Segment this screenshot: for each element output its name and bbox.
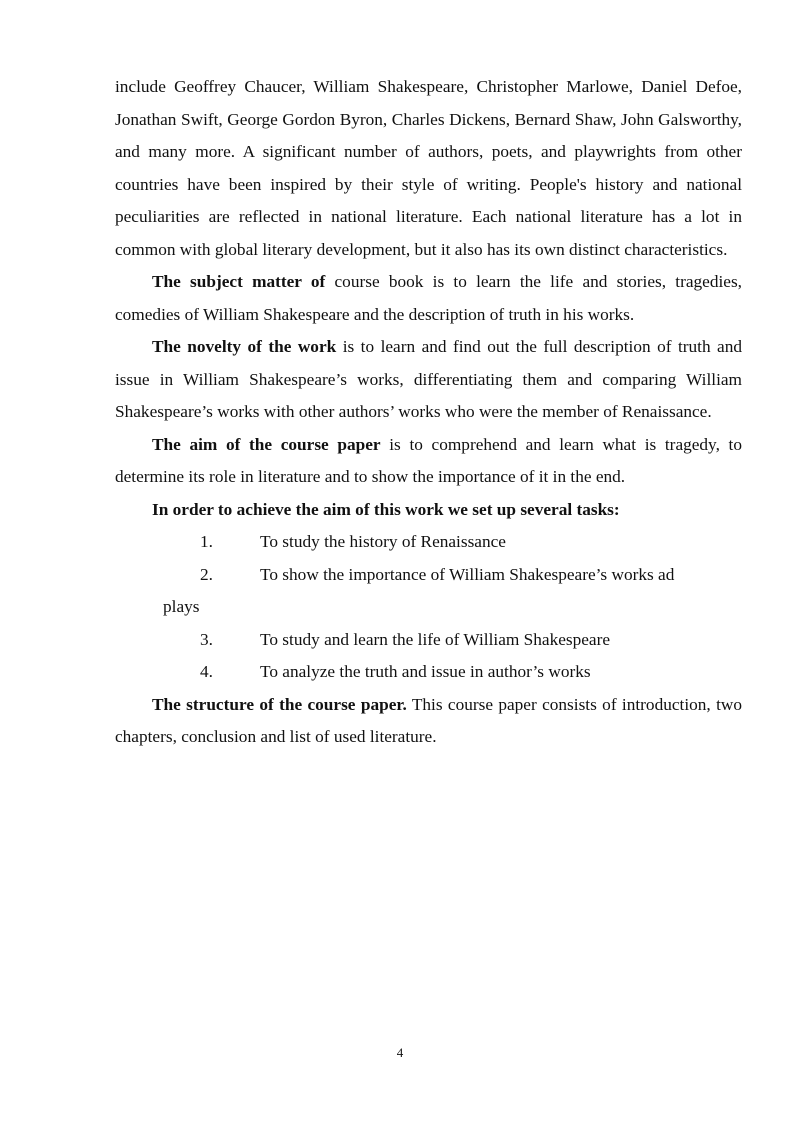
structure-paragraph — [115, 689, 742, 754]
intro-paragraph: include Geoffrey Chaucer, William Shakespeare, Christopher Marlowe, Daniel Defoe, Jonathan Swift, George Gordon Byron, Charles Dickens, Bernard Shaw, John Galsworthy, and many more. A significant number of authors, poets, and playwrights from other countries have been inspired by their style of writing. People's history and national peculiarities are reflected in national literature. Each national literature has a lot in common with global literary development, but it also has its own distinct characteristics. — [115, 77, 742, 259]
structure-lead: The structure of the course paper. — [152, 694, 407, 714]
task-number: 4. — [200, 662, 213, 681]
novelty-paragraph — [115, 331, 742, 429]
task-number: 1. — [200, 532, 213, 551]
task-text: To study and learn the life of William Shakespeare — [260, 629, 611, 649]
subject-text: course book is to learn the life and stories, tragedies, comedies of William Shakespeare and the description of truth in his works. — [115, 272, 742, 324]
aim-lead: The aim of the course paper — [152, 434, 381, 454]
subject-lead: The subject matter of — [152, 272, 326, 291]
task-number: 2. — [200, 564, 213, 584]
task-item-3 — [115, 624, 742, 657]
novelty-text: is to learn and find out the full description of truth and issue in William Shakespeare’s works, differentiating them and comparing William Shakespeare’s works with other authors’ works who were the member of Renaissance. — [115, 337, 742, 421]
aim-text: is to comprehend and learn what is tragedy, to determine its role in literature and to show the importance of it in the end. — [115, 434, 743, 486]
task-text: To analyze the truth and issue in author’s works — [260, 662, 591, 681]
novelty-lead: The novelty of the work — [152, 337, 337, 356]
task-item-1 — [115, 526, 742, 559]
tasks-heading: In order to achieve the aim of this work we set up several tasks: — [152, 499, 620, 519]
structure-text: This course paper consists of introduction, two chapters, conclusion and list of used literature. — [115, 694, 742, 746]
aim-paragraph — [115, 429, 742, 494]
page-number: 4 — [396, 1045, 404, 1060]
document-page — [115, 71, 742, 754]
subject-paragraph — [115, 266, 742, 331]
task-text: To study the history of Renaissance — [260, 532, 506, 551]
task-number: 3. — [200, 629, 213, 649]
task-item-4 — [115, 656, 742, 689]
task-item-2 — [115, 559, 742, 624]
task-text-continuation: plays — [163, 597, 200, 616]
task-text: To show the importance of William Shakespeare’s works ad — [260, 564, 675, 584]
